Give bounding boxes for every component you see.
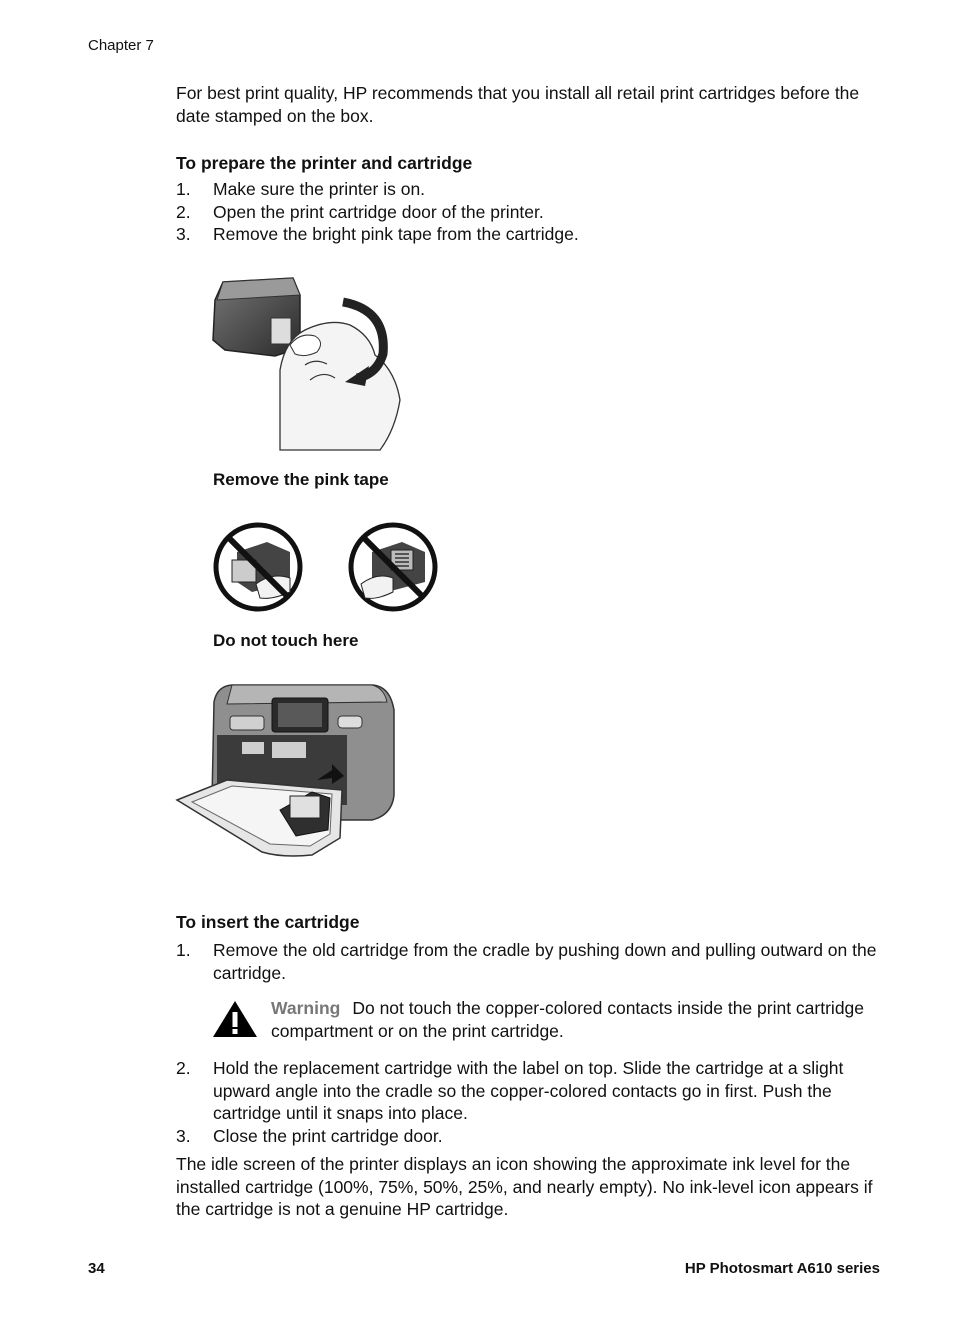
step-number: 1. [176, 179, 191, 199]
step-text: Remove the old cartridge from the cradle by pushing down and pulling outward on the cartridge. [213, 940, 877, 983]
step-number: 2. [176, 1058, 191, 1078]
closing-paragraph: The idle screen of the printer displays an icon showing the approximate ink level for the installed cartridge (100%, 75%, 50%, 25%, and nearly empty). No ink-level icon appears if the cartridge is not a genuine HP cartridge. [176, 1154, 873, 1219]
step-text: Remove the bright pink tape from the cartridge. [213, 224, 579, 244]
step-text: Close the print cartridge door. [213, 1125, 443, 1146]
chapter-header: Chapter 7 [88, 37, 154, 54]
list-item [176, 201, 882, 224]
list-item [176, 1057, 882, 1125]
insert-heading: To insert the cartridge [176, 912, 360, 932]
printer-insert-illustration [172, 680, 400, 880]
warning-label: Warning [271, 998, 341, 1018]
step-number: 3. [176, 224, 191, 244]
intro-paragraph: For best print quality, HP recommends that you install all retail print cartridges before the date stamped on the box. [176, 83, 860, 126]
list-item [176, 939, 882, 984]
page-number: 34 [88, 1260, 105, 1277]
insert-steps-2-3 [176, 1057, 882, 1147]
prepare-steps-list [176, 178, 882, 246]
warning-text-block [271, 997, 884, 1042]
step-number: 3. [176, 1125, 191, 1146]
product-name: HP Photosmart A610 series [684, 1260, 880, 1277]
no-touch-nozzles-icon [347, 522, 439, 612]
step-text: Open the print cartridge door of the printer. [213, 201, 544, 222]
list-item [176, 223, 882, 246]
warning-block [212, 997, 884, 1042]
warning-icon [212, 999, 258, 1039]
step-text: Hold the replacement cartridge with the label on top. Slide the cartridge at a slight upward angle into the cradle so the copper-colored contacts go in first. Push the cartridge until it snaps into place. [213, 1058, 844, 1123]
remove-tape-caption: Remove the pink tape [213, 470, 389, 489]
remove-tape-illustration [205, 270, 410, 455]
insert-step-1 [176, 939, 882, 984]
warning-message: Do not touch the copper-colored contacts inside the print cartridge compartment or on the print cartridge. [271, 998, 865, 1041]
step-text: Make sure the printer is on. [213, 179, 426, 199]
no-touch-contacts-icon [212, 522, 304, 612]
do-not-touch-caption: Do not touch here [213, 631, 359, 650]
step-number: 2. [176, 201, 191, 222]
prepare-heading: To prepare the printer and cartridge [176, 153, 473, 173]
list-item [176, 178, 882, 201]
step-number: 1. [176, 940, 191, 960]
list-item [176, 1125, 882, 1148]
